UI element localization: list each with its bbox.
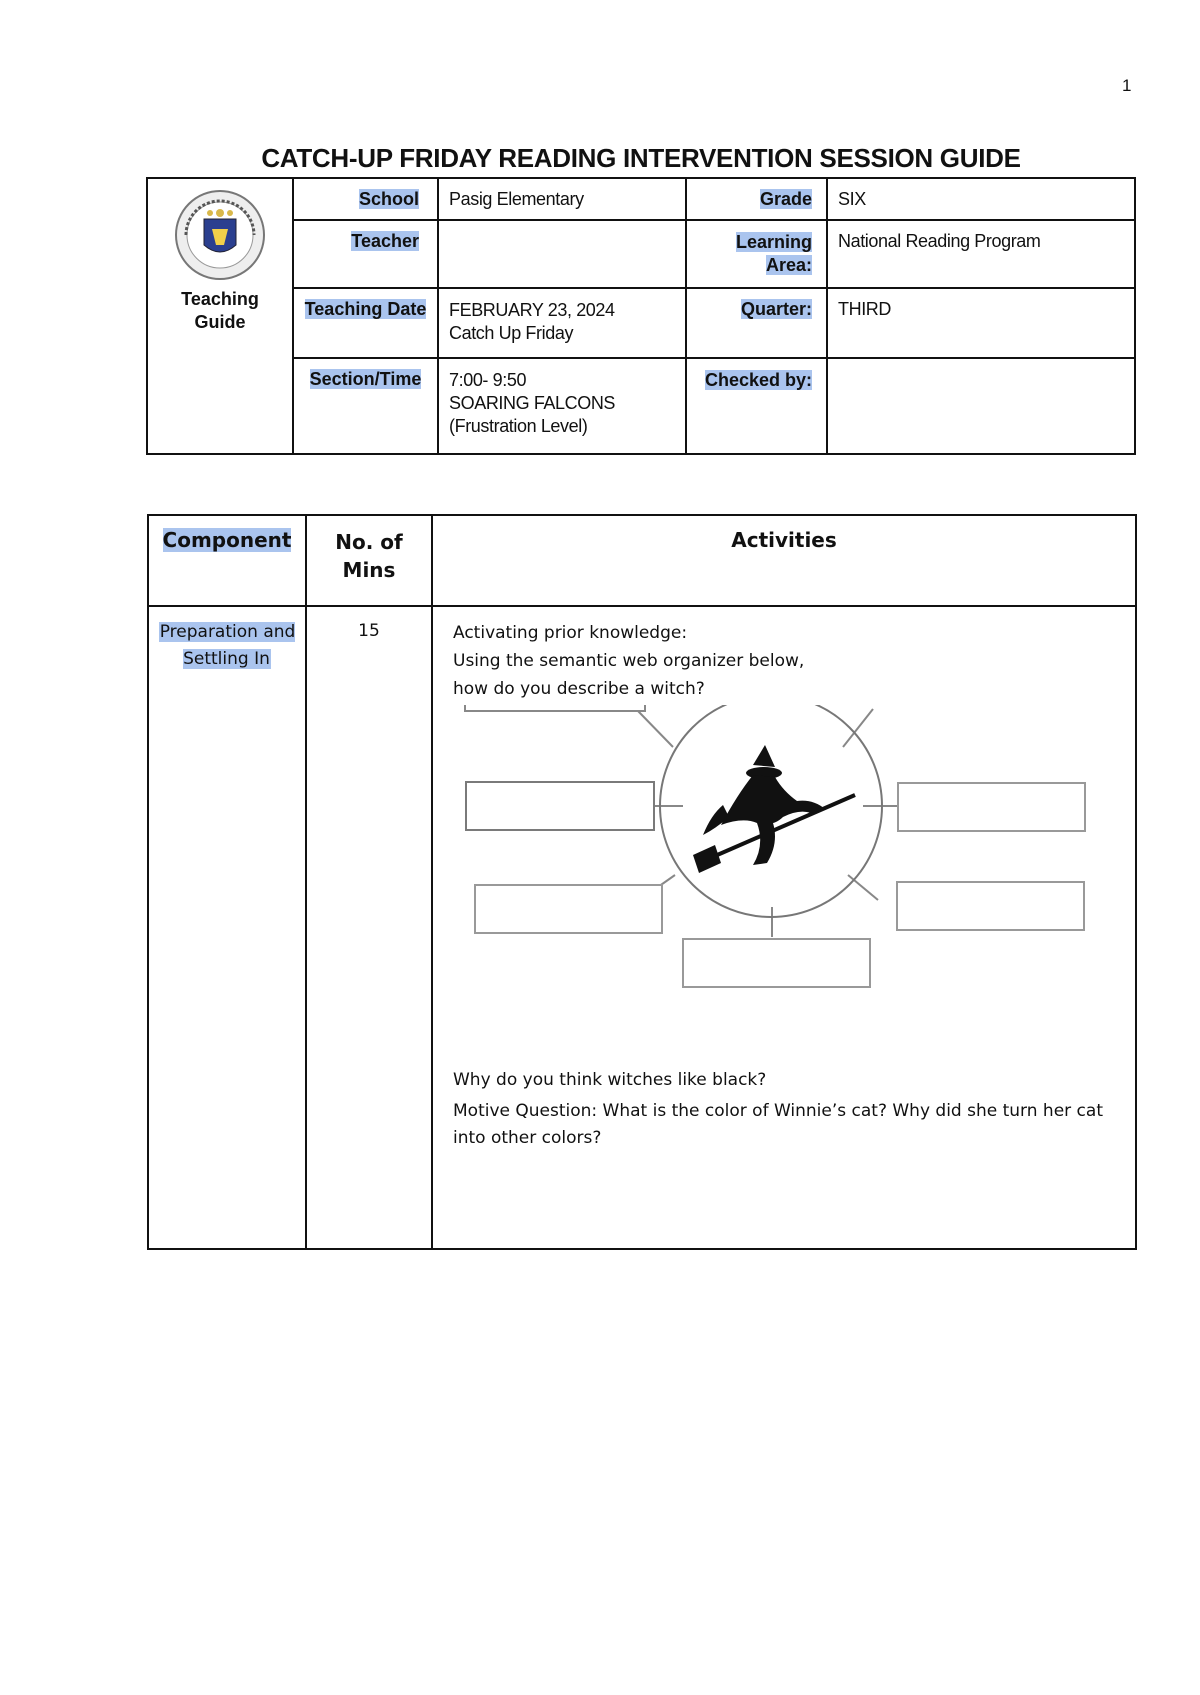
quarter-label-cell (686, 288, 827, 358)
teaching-date-label-cell (293, 288, 438, 358)
section-label-cell (293, 358, 438, 454)
section-line-3: (Frustration Level) (449, 416, 588, 436)
logo-caption: Teaching Guide (181, 289, 259, 332)
activities-header: Activities (432, 515, 1136, 606)
component-value: Preparation and Settling In (159, 622, 296, 669)
table-row (148, 606, 1136, 1249)
mins-header: No. of Mins (306, 515, 432, 606)
page-number: 1 (1122, 76, 1132, 95)
session-plan-table (147, 514, 1137, 1250)
section-line-2: SOARING FALCONS (449, 393, 616, 413)
learning-area-label-cell (686, 220, 827, 288)
teacher-value (438, 220, 686, 288)
school-value: Pasig Elementary (438, 178, 686, 220)
activities-cell (432, 606, 1136, 1249)
quarter-label: Quarter: (740, 299, 812, 319)
school-label-cell (293, 178, 438, 220)
semantic-web-organizer (453, 705, 1093, 995)
teaching-date-value (438, 288, 686, 358)
checked-value (827, 358, 1135, 454)
component-cell (148, 606, 306, 1249)
document-title: CATCH-UP FRIDAY READING INTERVENTION SESSION GUIDE (261, 143, 1021, 173)
discussion-questions (453, 1067, 1115, 1152)
grade-label: Grade (759, 189, 812, 209)
teaching-date-label: Teaching Date (304, 299, 427, 319)
learning-area-label: Learning Area: (735, 232, 812, 275)
semantic-web-diagram (453, 705, 1093, 995)
teacher-label: Teacher (351, 231, 419, 251)
activity-line-3: how do you describe a witch? (453, 679, 705, 699)
question-2: Motive Question: What is the color of Winnie’s cat? Why did she turn her cat into other colors? (453, 1101, 1103, 1148)
school-label: School (358, 189, 419, 209)
component-header (148, 515, 306, 606)
witch-on-broom-icon (693, 745, 855, 873)
deped-seal-icon (174, 189, 266, 281)
learning-area-value: National Reading Program (827, 220, 1135, 288)
quarter-value: THIRD (827, 288, 1135, 358)
component-header-label: Component (162, 528, 292, 552)
teaching-date-line-1: FEBRUARY 23, 2024 (449, 300, 615, 320)
mins-value: 15 (306, 606, 432, 1249)
activity-line-1: Activating prior knowledge: (453, 623, 688, 643)
checked-label: Checked by: (704, 370, 812, 390)
section-value (438, 358, 686, 454)
section-line-1: 7:00- 9:50 (449, 370, 527, 390)
activity-line-2: Using the semantic web organizer below, (453, 651, 805, 671)
section-label: Section/Time (309, 369, 422, 389)
question-1: Why do you think witches like black? (453, 1070, 767, 1090)
grade-label-cell (686, 178, 827, 220)
grade-value: SIX (827, 178, 1135, 220)
header-info-table (146, 177, 1136, 455)
logo-cell (147, 178, 293, 454)
teaching-date-line-2: Catch Up Friday (449, 323, 574, 343)
teacher-label-cell (293, 220, 438, 288)
checked-label-cell (686, 358, 827, 454)
